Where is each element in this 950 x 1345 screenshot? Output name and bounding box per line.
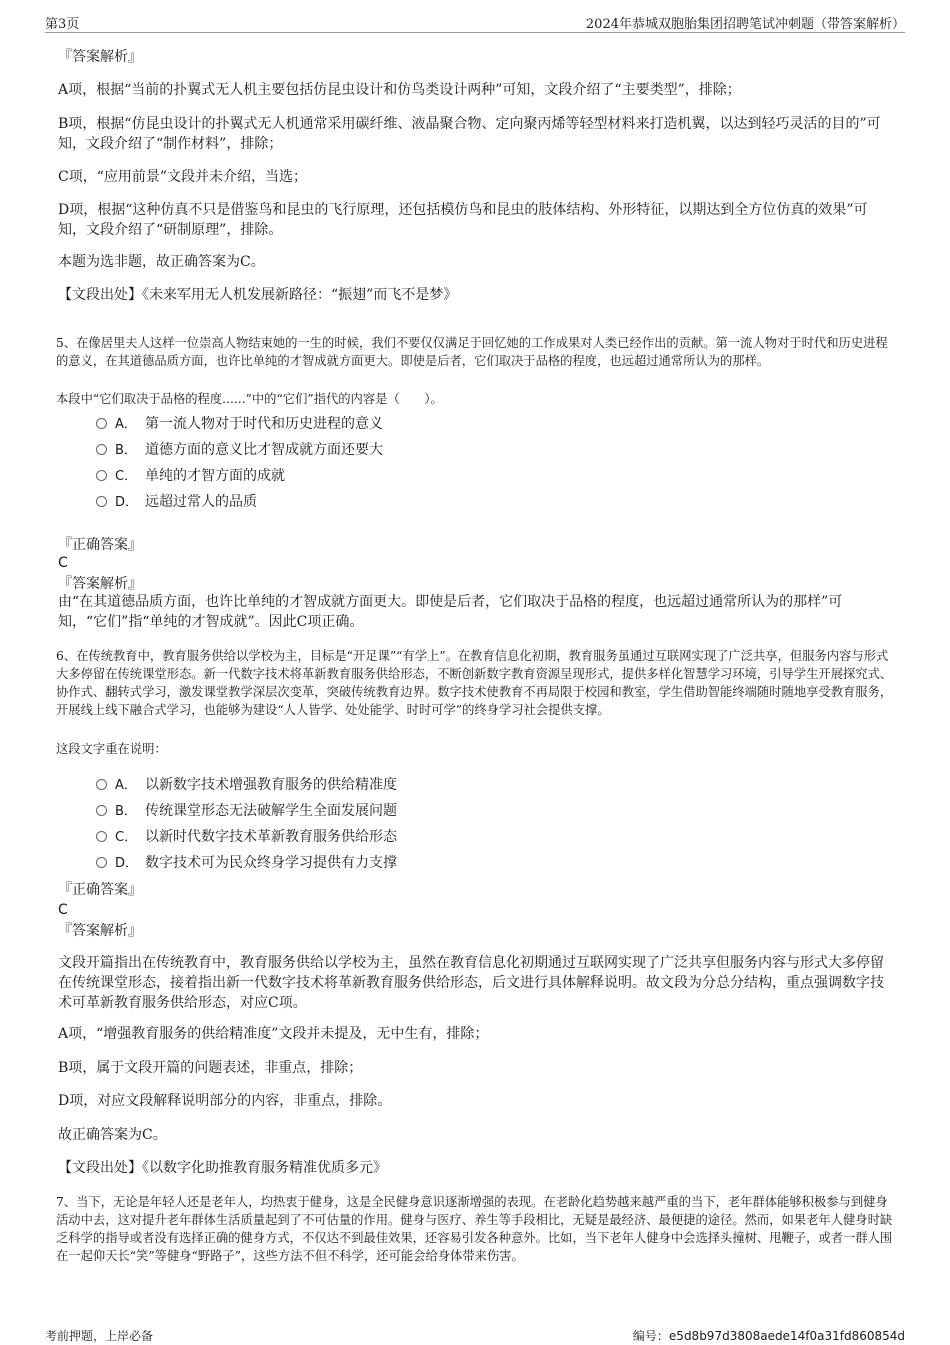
- q6-stem: 6、在传统教育中，教育服务供给以学校为主，目标是“开足课”“有学上”。在教育信息化初期，教育服务虽通过互联网实现了广泛共享，但服务内容与形式大多停留在传统课堂形态。新一代数字技术将革新教育服务供给形态，不断创新数字教育资源呈现形式，提供多样化智慧学习环境，引导学生开展探究式、协作式、翻转式学习，激发课堂教学深层次变革，突破传统教育边界。数字技术使教育不再局限于校园和教室，学生借助智能终端随时随地享受教育服务，开展线上线下融合式学习，也能够为建设“人人皆学、处处能学、时时可学”的终身学习社会提供支撑。: [56, 649, 893, 717]
- radio-button[interactable]: [96, 805, 107, 816]
- q5-option-b[interactable]: B． 道德方面的意义比才智成就方面还要大: [96, 440, 383, 461]
- q4-analysis-d: D项，根据“这种仿真不只是借鉴鸟和昆虫的飞行原理，还包括模仿鸟和昆虫的肢体结构、外形特征，以期达到全方位仿真的效果”可知，文段介绍了“研制原理”，排除。: [58, 202, 868, 238]
- q6-analysis-b: B项，属于文段开篇的问题表述，非重点，排除；: [58, 1060, 363, 1076]
- radio-button[interactable]: [96, 418, 107, 429]
- q5-analysis: 由“在其道德品质方面，也许比单纯的才智成就方面更大。即使是后者，它们取决于品格的程度，也远超过通常所认为的那样”可知，“它们”指“单纯的才智成就”。因此C项正确。: [58, 594, 843, 630]
- page-header: [45, 10, 905, 33]
- q4-analysis-c: C项，“应用前景”文段并未介绍，当选；: [58, 169, 308, 185]
- q6-correct-answer: C: [58, 902, 68, 918]
- q6-analysis-heading: 『答案解析』: [58, 923, 142, 939]
- q6-option-c[interactable]: C． 以新时代数字技术革新教育服务供给形态: [96, 827, 397, 848]
- q5-option-c[interactable]: C． 单纯的才智方面的成就: [96, 466, 285, 487]
- q4-conclusion: 本题为选非题，故正确答案为C。: [58, 254, 265, 270]
- q6-option-b[interactable]: B． 传统课堂形态无法破解学生全面发展问题: [96, 801, 397, 822]
- q4-analysis-b: B项，根据“仿昆虫设计的扑翼式无人机通常采用碳纤维、液晶聚合物、定向聚丙烯等轻型材料来打造机翼，以达到轻巧灵活的目的”可知，文段介绍了“制作材料”，排除；: [58, 116, 881, 152]
- q4-analysis-a: A项，根据“当前的扑翼式无人机主要包括仿昆虫设计和仿鸟类设计两种”可知，文段介绍了“主要类型”，排除；: [58, 82, 741, 98]
- q6-correct-heading: 『正确答案』: [58, 882, 142, 898]
- q5-option-a[interactable]: A． 第一流人物对于时代和历史进程的意义: [96, 414, 383, 435]
- radio-button[interactable]: [96, 857, 107, 868]
- document-code: 编号：e5d8b97d3808aede14f0a31fd860854d: [632, 1329, 905, 1343]
- q7-stem: 7、当下，无论是年轻人还是老年人，均热衷于健身，这是全民健身意识逐渐增强的表现。在老龄化趋势越来越严重的当下，老年群体能够积极参与到健身活动中去，这对提升老年群体生活质量起到了不可估量的作用。健身与医疗、养生等手段相比，无疑是最经济、最便捷的途径。然而，如果老年人健身时缺乏科学的指导或者没有选择正确的健身方式，不仅达不到最佳效果，还容易引发各种意外。比如，当下老年人健身中会选择头撞树、甩鞭子，或者一群人围在一起仰天长“笑”等健身“野路子”，这些方法不但不科学，还可能会给身体带来伤害。: [56, 1195, 893, 1263]
- document-title: 2024年恭城双胞胎集团招聘笔试冲刺题（带答案解析）: [585, 17, 905, 32]
- radio-button[interactable]: [96, 444, 107, 455]
- radio-button[interactable]: [96, 831, 107, 842]
- q4-source: 【文段出处】《未来军用无人机发展新路径：“振翅”而飞不是梦》: [58, 287, 458, 303]
- q6-option-a[interactable]: A． 以新数字技术增强教育服务的供给精准度: [96, 775, 397, 796]
- q6-source: 【文段出处】《以数字化助推教育服务精准优质多元》: [58, 1160, 387, 1176]
- q5-question: 本段中“它们取决于品格的程度......”中的“它们”指代的内容是（ ）。: [56, 392, 443, 406]
- q6-option-d[interactable]: D． 数字技术可为民众终身学习提供有力支撑: [96, 853, 397, 874]
- q5-option-d[interactable]: D． 远超过常人的品质: [96, 492, 257, 513]
- radio-button[interactable]: [96, 470, 107, 481]
- radio-button[interactable]: [96, 496, 107, 507]
- q6-analysis-a: A项，“增强教育服务的供给精准度”文段并未提及，无中生有，排除；: [58, 1026, 489, 1042]
- q5-correct-answer: C: [58, 555, 68, 571]
- q5-stem: 5、在像居里夫人这样一位崇高人物结束她的一生的时候，我们不要仅仅满足于回忆她的工作成果对人类已经作出的贡献。第一流人物对于时代和历史进程的意义，在其道德品质方面，也许比单纯的才智成就方面更大。即使是后者，它们取决于品格的程度，也远超过通常所认为的那样。: [56, 336, 888, 368]
- footer-slogan: 考前押题，上岸必备: [45, 1329, 154, 1343]
- q6-conclusion: 故正确答案为C。: [58, 1127, 167, 1143]
- radio-button[interactable]: [96, 779, 107, 790]
- page-number: 第3页: [45, 17, 80, 32]
- q5-correct-heading: 『正确答案』: [58, 537, 142, 553]
- q6-analysis: 文段开篇指出在传统教育中，教育服务供给以学校为主，虽然在教育信息化初期通过互联网实现了广泛共享但服务内容与形式大多停留在传统课堂形态，接着指出新一代数字技术将革新教育服务供给形态，后文进行具体解释说明。故文段为分总分结构，重点强调数字技术可革新教育服务供给形态，对应C项。: [58, 955, 884, 1011]
- q5-analysis-heading: 『答案解析』: [58, 576, 142, 592]
- q4-analysis-heading: 『答案解析』: [58, 49, 142, 65]
- q6-analysis-d: D项，对应文段解释说明部分的内容，非重点，排除。: [58, 1093, 392, 1109]
- q6-question: 这段文字重在说明：: [56, 742, 167, 756]
